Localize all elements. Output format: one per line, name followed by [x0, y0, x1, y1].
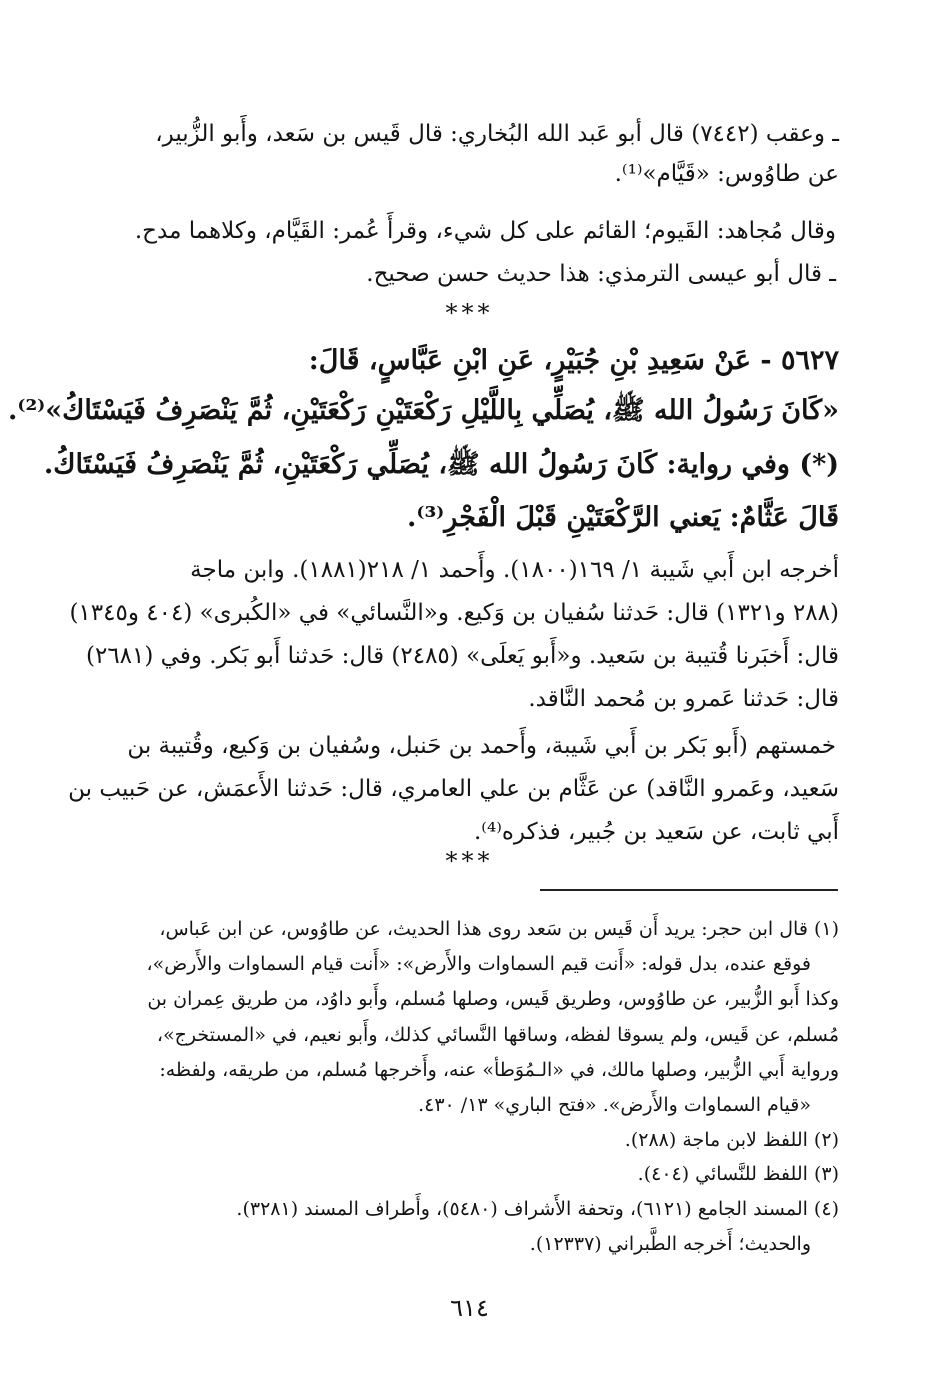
footnote-line: (١) قال ابن حجر: يريد أَن قَيس بن سَعد روى هذا الحديث، عن طاوُوس، عن ابن عَباس،: [159, 918, 839, 940]
page-number: ٦١٤: [450, 1294, 489, 1322]
takhrij-line: خمستهم (أَبو بَكر بن أَبي شَيبة، وأَحمد بن حَنبل، وسُفيان بن وَكيع، وقُتيبة بن: [127, 733, 836, 759]
footnote-line: (٣) اللفظ للنَّسائي (٤٠٤).: [637, 1163, 839, 1185]
footnote-line: وكذا أَبو الزُّبير، عن طاوُوس، وطريق قَيس، وصلها مُسلم، وأَبو داوُد، من طريق عِمران بن: [147, 988, 839, 1010]
hadith-line: (*) وفي رواية: كَانَ رَسُولُ الله ﷺ، يُصَلِّي رَكْعَتَيْنِ، ثُمَّ يَنْصَرِفُ فَيَسْتَاكُ.: [43, 449, 839, 480]
hadith-line: ٥٦٢٧ - عَنْ سَعِيدِ بْنِ جُبَيْرٍ، عَنِ ابْنِ عَبَّاسٍ، قَالَ:: [308, 345, 839, 376]
section-separator: ***: [445, 299, 494, 327]
section-separator: ***: [445, 847, 494, 875]
takhrij-line: أخرجه ابن أَبي شَيبة ١/ ١٦٩(١٨٠٠). وأَحمد ١/ ٢١٨(١٨٨١). وابن ماجة: [190, 557, 839, 583]
hadith-line: «كَانَ رَسُولُ الله ﷺ، يُصَلِّي بِاللَّيْلِ رَكْعَتَيْنِ رَكْعَتَيْنِ، ثُمَّ يَنْصَرِفُ فَيَسْتَاكُ»⁽²⁾.: [7, 395, 839, 426]
hadith-line: قَالَ عَثَّامٌ: يَعني الرَّكْعَتَيْنِ قَبْلَ الْفَجْرِ⁽³⁾.: [406, 502, 839, 533]
footnote-line: مُسلم، عن قَيس، ولم يسوقا لفظه، وساقها النَّسائي كذلك، وأَبو نعيم، في «المستخرج»،: [156, 1024, 839, 1046]
footnote-line: (٤) المسند الجامع (٦١٢١)، وتحفة الأَشراف (٥٤٨٠)، وأَطراف المسند (٣٢٨١).: [236, 1198, 839, 1220]
intro-line: ـ وعقب (٧٤٤٢) قال أبو عَبد الله البُخاري: قال قَيس بن سَعد، وأَبو الزُّبير،: [155, 121, 839, 147]
footnote-separator: [540, 889, 838, 891]
footnote-line: فوقع عنده، بدل قوله: «أَنت قيم السماوات والأَرض»: «أَنت قيام السماوات والأَرض»،: [146, 953, 811, 975]
footnote-line: والحديث؛ أَخرجه الطَّبراني (١٢٣٣٧).: [529, 1233, 811, 1255]
takhrij-line: قال: حَدثنا عَمرو بن مُحمد النَّاقد.: [528, 686, 839, 712]
intro-line: وقال مُجاهد: القَيوم؛ القائم على كل شيء، وقرأَ عُمر: القَيَّام، وكلاهما مدح.: [134, 218, 836, 244]
footnote-line: ورواية أَبي الزُّبير، وصلها مالك، في «الـمُوَطأ» عنه، وأَخرجها مُسلم، من طريقه، ولفظه:: [159, 1059, 839, 1081]
footnote-line: (٢) اللفظ لابن ماجة (٢٨٨).: [624, 1129, 839, 1151]
takhrij-line: سَعيد، وعَمرو النَّاقد) عن عَثَّام بن علي العامري، قال: حَدثنا الأَعمَش، عن حَبيب بن: [68, 776, 839, 802]
footnote-line: «قيام السماوات والأَرض». «فتح الباري» ١٣/ ٤٣٠.: [418, 1094, 811, 1116]
takhrij-line: (٢٨٨ و١٣٢١) قال: حَدثنا سُفيان بن وَكيع. و«النَّسائي» في «الكُبرى» (٤٠٤ و١٣٤٥): [69, 600, 839, 626]
takhrij-line: أَبي ثابت، عن سَعيد بن جُبير، فذكره⁽⁴⁾.: [474, 819, 839, 845]
intro-line: ـ قال أبو عيسى الترمذي: هذا حديث حسن صحيح.: [366, 261, 836, 287]
takhrij-line: قال: أَخبَرنا قُتيبة بن سَعيد. و«أَبو يَعلَى» (٢٤٨٥) قال: حَدثنا أَبو بَكر. وفي (٢٦٨١): [85, 643, 839, 669]
intro-line: عن طاوُوس: «قَيَّام»⁽¹⁾.: [614, 161, 839, 187]
